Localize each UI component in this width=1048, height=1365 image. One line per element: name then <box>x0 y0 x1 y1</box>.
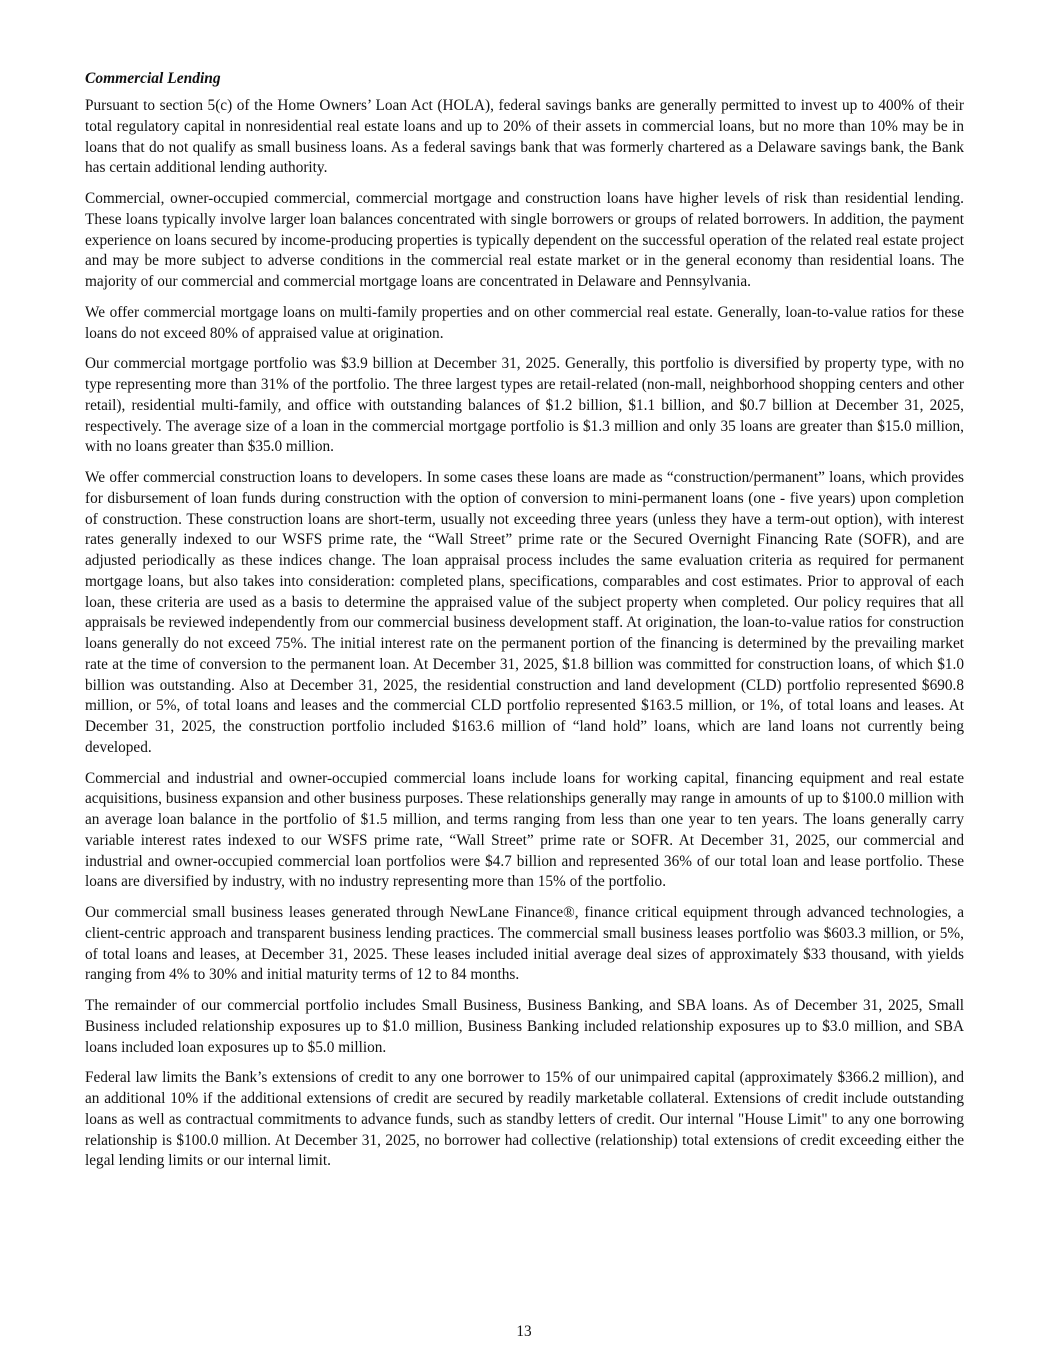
paragraph-risk: Commercial, owner-occupied commercial, commercial mortgage and construction loans have higher levels of risk than residential lending. These loans typically involve larger loan balances concentrated with single borrowers or groups of related borrowers. In addition, the payment experience on loans secured by income-producing properties is typically dependent on the successful operation of the related real estate project and may be more subject to adverse conditions in the commercial real estate market or in the general economy than residential loans. The majority of our commercial and commercial mortgage loans are concentrated in Delaware and Pennsylvania. <box>85 190 964 290</box>
section-title: Commercial Lending <box>85 70 221 87</box>
paragraph-small-business-leases: Our commercial small business leases generated through NewLane Finance®, finance critical equipment through advanced technologies, a client-centric approach and transparent business lending practices. The commercial small business leases portfolio was $603.3 million, or 5%, of total loans and leases, at December 31, 2025. These leases included initial average deal sizes of approximately $33 thousand, with yields ranging from 4% to 30% and initial maturity terms of 12 to 84 months. <box>85 904 964 984</box>
paragraph-hola: Pursuant to section 5(c) of the Home Owners’ Loan Act (HOLA), federal savings banks are generally permitted to invest up to 400% of their total regulatory capital in nonresidential real estate loans and up to 20% of their assets in commercial loans, but no more than 10% may be in loans that do not qualify as small business loans. As a federal savings bank that was formerly chartered as a Delaware savings bank, the Bank has certain additional lending authority. <box>85 97 964 177</box>
paragraph-construction-loans: We offer commercial construction loans to developers. In some cases these loans are made as “construction/permanent” loans, which provides for disbursement of loan funds during construction with the option of conversion to mini-permanent loans (one - five years) upon completion of construction. These construction loans are short-term, usually not exceeding three years (unless they have a term-out option), with interest rates generally indexed to our WSFS prime rate, the “Wall Street” prime rate or the Secured Overnight Financing Rate (SOFR), and are adjusted periodically as these indices change. The loan appraisal process includes the same evaluation criteria as required for permanent mortgage loans, but also takes into consideration: completed plans, specifications, comparables and cost estimates. Prior to approval of each loan, these criteria are used as a basis to determine the appraised value of the subject property when completed. Our policy requires that all appraisals be reviewed independently from our commercial business development staff. At origination, the loan-to-value ratios for construction loans generally do not exceed 75%. The initial interest rate on the permanent portion of the financing is determined by the prevailing market rate at the time of conversion to the permanent loan. At December 31, 2025, $1.8 billion was committed for construction loans, of which $1.0 billion was outstanding. Also at December 31, 2025, the residential construction and land development (CLD) portfolio represented $690.8 million, or 5%, of total loans and leases and the commercial CLD portfolio represented $163.5 million, or 1%, of total loans and leases. At December 31, 2025, the construction portfolio included $163.6 million of “land hold” loans, which are land loans not currently being developed. <box>85 469 964 756</box>
paragraph-commercial-mortgage-portfolio: Our commercial mortgage portfolio was $3.9 billion at December 31, 2025. Generally, this portfolio is diversified by property type, with no type representing more than 31% of the portfolio. The three largest types are retail-related (non-mall, neighborhood shopping centers and other retail), residential multi-family, and office with outstanding balances of $1.2 billion, $1.1 billion, and $0.7 billion at December 31, 2025, respectively. The average size of a loan in the commercial mortgage portfolio is $1.3 million and only 35 loans are greater than $15.0 million, with no loans greater than $35.0 million. <box>85 355 964 456</box>
page-content <box>85 68 964 1182</box>
paragraph-remainder-portfolio: The remainder of our commercial portfolio includes Small Business, Business Banking, and SBA loans. As of December 31, 2025, Small Business included relationship exposures up to $1.0 million, Business Banking included relationship exposures up to $3.0 million, and SBA loans included loan exposures up to $5.0 million. <box>85 997 964 1056</box>
paragraph-commercial-mortgage-offer: We offer commercial mortgage loans on multi-family properties and on other commercial real estate. Generally, loan-to-value ratios for these loans do not exceed 80% of appraised value at origination. <box>85 303 964 342</box>
paragraph-commercial-industrial: Commercial and industrial and owner-occupied commercial loans include loans for working capital, financing equipment and real estate acquisitions, business expansion and other business purposes. These relationships generally may range in amounts of up to $100.0 million with an average loan balance in the portfolio of $1.5 million, and terms ranging from less than one year to ten years. The loans generally carry variable interest rates indexed to our WSFS prime rate, “Wall Street” prime rate or SOFR. At December 31, 2025, our commercial and industrial and owner-occupied commercial loan portfolios were $4.7 billion and represented 36% of our total loan and lease portfolio. These loans are diversified by industry, with no industry representing more than 15% of the portfolio. <box>85 769 964 891</box>
page-number: 13 <box>516 1323 532 1340</box>
paragraph-lending-limits: Federal law limits the Bank’s extensions of credit to any one borrower to 15% of our unimpaired capital (approximately $366.2 million), and an additional 10% if the additional extensions of credit are secured by readily marketable collateral. Extensions of credit include outstanding loans as well as contractual commitments to advance funds, such as standby letters of credit. Our internal "House Limit" to any one borrowing relationship is $100.0 million. At December 31, 2025, no borrower had collective (relationship) total extensions of credit exceeding either the legal lending limits or our internal limit. <box>85 1069 964 1170</box>
